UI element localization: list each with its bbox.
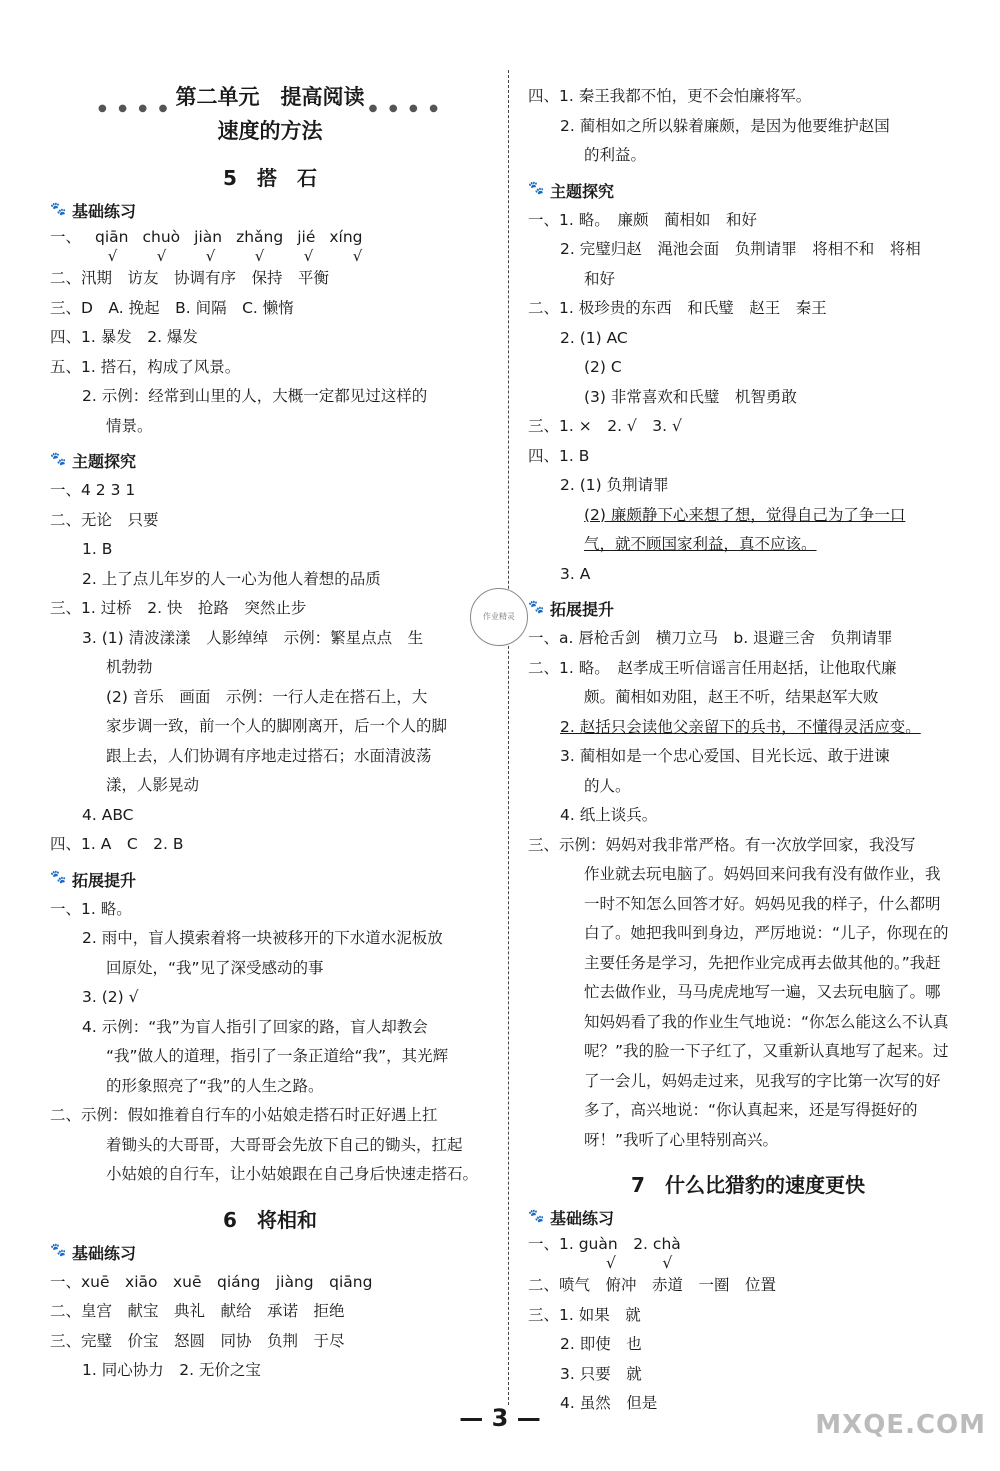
stamp-seal-icon: 作业精灵 — [470, 588, 528, 646]
answer-line: 回原处，“我”见了深受感动的事 — [106, 958, 324, 977]
answer-line: 和好 — [584, 269, 616, 288]
column-divider — [508, 70, 509, 1405]
answer-line: (2) 音乐 画面 示例：一行人走在搭石上，大 — [106, 687, 428, 706]
answer-line: 4. 示例：“我”为盲人指引了回家的路，盲人却教会 — [82, 1017, 428, 1036]
answer-line: 四、1. B — [528, 446, 590, 465]
section-heading: 🐾 主题探究 — [50, 449, 490, 472]
paw-icon — [50, 204, 68, 218]
answer-line: 着锄头的大哥哥，大哥哥会先放下自己的锄头，扛起 — [106, 1135, 463, 1154]
unit-title — [50, 80, 490, 148]
answer-line: 漾，人影晃动 — [106, 776, 200, 794]
answer-line: 家步调一致，前一个人的脚刚离开，后一个人的脚 — [106, 717, 448, 735]
answer-line: 2. 完璧归赵 渑池会面 负荆请罪 将相不和 将相 — [560, 240, 921, 258]
check-row — [50, 248, 490, 264]
answer-line: 三、D A. 挽起 B. 间隔 C. 懒惰 — [50, 298, 294, 317]
section-heading: 🐾 基础练习 — [50, 199, 490, 222]
check-mark: √ — [107, 247, 118, 265]
answer-line: 忙去做作业，马马虎虎地写一遍，又去玩电脑了。哪 — [584, 983, 941, 1001]
answer-line: 2. 雨中，盲人摸索着将一块被移开的下水道水泥板放 — [82, 929, 443, 947]
check-mark: √ — [156, 247, 167, 265]
answer-line: 三、1. 如果 就 — [528, 1305, 641, 1324]
answer-line: 2. 即使 也 — [560, 1335, 642, 1353]
answer-line: 多了，高兴地说：“你认真起来，还是写得挺好的 — [584, 1101, 918, 1119]
underlined-answer: 气，就不顾国家利益，真不应该。 — [584, 535, 817, 553]
answer-line: 三、完璧 价宝 怒圆 同协 负荆 于尽 — [50, 1331, 345, 1350]
pinyin-row: 一、1. guàn 2. chà — [528, 1235, 681, 1253]
check-mark: √ — [254, 247, 265, 265]
check-mark: √ — [303, 247, 314, 265]
answer-line: 四、1. 秦王我都不怕，更不会怕廉将军。 — [528, 87, 812, 105]
answer-line: 一、1. 略。 — [50, 899, 132, 918]
answer-line: 二、喷气 俯冲 赤道 一圈 位置 — [528, 1276, 777, 1294]
answer-line: 3. 只要 就 — [560, 1364, 642, 1383]
answer-line: 四、1. 暴发 2. 爆发 — [50, 328, 198, 346]
underlined-answer: 2. 赵括只会读他父亲留下的兵书，不懂得灵活应变。 — [560, 717, 921, 736]
answer-line: 2. 示例：经常到山里的人，大概一定都见过这样的 — [82, 387, 428, 405]
answer-line: 一、a. 唇枪舌剑 横刀立马 b. 退避三舍 负荆请罪 — [528, 629, 893, 647]
answer-line: 1. 同心协力 2. 无价之宝 — [82, 1361, 261, 1379]
answer-line: 2. 上了点儿年岁的人一心为他人着想的品质 — [82, 569, 381, 588]
answer-line: 3. (2) √ — [82, 988, 139, 1006]
answer-line: 一、4 2 3 1 — [50, 481, 136, 499]
answer-line: 1. B — [82, 540, 113, 558]
pinyin: jié — [297, 228, 316, 246]
answer-line: 颇。蔺相如劝阻，赵王不听，结果赵军大败 — [584, 688, 879, 706]
answer-line: 一、xuē xiāo xuē qiáng jiàng qiāng — [50, 1272, 373, 1291]
answer-line: 三、示例：妈妈对我非常严格。有一次放学回家，我没写 — [528, 835, 916, 854]
answer-line: 了一会儿，妈妈走过来，见我写的字比第一次写的好 — [584, 1071, 941, 1090]
answer-line: 的人。 — [584, 776, 631, 795]
pinyin: zhǎng — [236, 228, 284, 246]
left-column — [50, 80, 490, 1386]
answer-line: 的利益。 — [584, 146, 647, 164]
pinyin: qiān — [95, 228, 129, 246]
paw-icon — [50, 1245, 68, 1259]
answer-line: 二、1. 极珍贵的东西 和氏璧 赵王 秦王 — [528, 299, 827, 317]
answer-line: 2. (1) 负荆请罪 — [560, 476, 669, 494]
check-mark: √ — [352, 247, 363, 265]
answer-line: 主要任务是学习，先把作业完成再去做其他的。”我赶 — [584, 953, 941, 972]
answer-line: 知妈妈看了我的作业生气地说：“你怎么能这么不认真 — [584, 1012, 949, 1031]
answer-line: (2) C — [584, 358, 622, 376]
pinyin-row — [50, 226, 490, 248]
decor-dots-icon: ● ● ● ● — [368, 103, 442, 114]
answer-line: 情景。 — [106, 416, 153, 435]
answer-line: 3. 蔺相如是一个忠心爱国、目光长远、敢于进谏 — [560, 747, 890, 765]
answer-line: 四、1. A C 2. B — [50, 835, 184, 853]
page-number: — 3 — — [459, 1404, 541, 1432]
pinyin: xíng — [329, 228, 363, 246]
answer-line: 二、汛期 访友 协调有序 保持 平衡 — [50, 269, 330, 287]
answer-line: 呢？”我的脸一下子红了，又重新认真地写了起来。过 — [584, 1042, 949, 1060]
paw-icon — [528, 1211, 546, 1225]
answer-line: 三、1. × 2. √ 3. √ — [528, 417, 682, 435]
answer-line: 小姑娘的自行车，让小姑娘跟在自己身后快速走搭石。 — [106, 1165, 479, 1183]
section-heading: 🐾 拓展提升 — [528, 597, 968, 620]
paw-icon — [50, 454, 68, 468]
underlined-answer: (2) 廉颇静下心来想了想，觉得自己为了争一口 — [584, 505, 906, 524]
right-column — [528, 82, 968, 1419]
answer-line: 4. ABC — [82, 805, 134, 824]
answer-line: 的形象照亮了“我”的人生之路。 — [106, 1076, 324, 1095]
answer-line: 2. 蔺相如之所以躲着廉颇，是因为他要维护赵国 — [560, 116, 890, 135]
site-watermark: MXQE.COM — [815, 1410, 986, 1440]
answer-line: 三、1. 过桥 2. 快 抢路 突然止步 — [50, 599, 307, 617]
section-heading: 🐾 主题探究 — [528, 179, 968, 202]
answer-line: 4. 虽然 但是 — [560, 1394, 658, 1412]
paw-icon — [50, 872, 68, 886]
answer-line: 2. (1) AC — [560, 328, 628, 347]
answer-line: 4. 纸上谈兵。 — [560, 806, 658, 824]
answer-line: 白了。她把我叫到身边，严厉地说：“儿子，你现在的 — [584, 924, 949, 942]
decor-dots-icon: ● ● ● ● — [98, 103, 172, 114]
answer-line: 3. A — [560, 564, 591, 583]
unit-title-line2: 速度的方法 — [217, 119, 323, 143]
answer-line: 机勃勃 — [106, 658, 153, 676]
pinyin: chuò — [142, 228, 181, 246]
pinyin: jiàn — [194, 228, 223, 246]
section-heading: 🐾 拓展提升 — [50, 868, 490, 891]
answer-line: 五、1. 搭石，构成了风景。 — [50, 357, 241, 376]
section-heading: 🐾 基础练习 — [528, 1206, 968, 1229]
lesson-title: 5 搭 石 — [223, 166, 317, 190]
lesson-title: 6 将相和 — [223, 1207, 317, 1232]
answer-line: 呀！”我听了心里特别高兴。 — [584, 1130, 779, 1149]
answer-line: 二、无论 只要 — [50, 510, 159, 529]
check-row: √ √ — [606, 1254, 673, 1272]
question-label: 一、 — [50, 228, 82, 246]
unit-title-line1: 第二单元 提高阅读 — [175, 85, 365, 109]
check-mark: √ — [205, 247, 216, 265]
answer-line: 一、1. 略。 廉颇 蔺相如 和好 — [528, 210, 757, 229]
answer-line: 二、示例：假如推着自行车的小姑娘走搭石时正好遇上扛 — [50, 1106, 438, 1124]
answer-line: 3. (1) 清波漾漾 人影绰绰 示例：繁星点点 生 — [82, 628, 424, 647]
section-heading: 🐾 基础练习 — [50, 1241, 490, 1264]
answer-line: 作业就去玩电脑了。妈妈回来问我有没有做作业，我 — [584, 865, 941, 883]
answer-line: 二、1. 略。 赵孝成王听信谣言任用赵括，让他取代廉 — [528, 658, 897, 677]
answer-line: 一时不知怎么回答才好。妈妈见我的样子，什么都明 — [584, 894, 941, 913]
answer-line: 跟上去，人们协调有序地走过搭石；水面清波荡 — [106, 746, 432, 765]
answer-line: (3) 非常喜欢和氏璧 机智勇敢 — [584, 387, 797, 406]
paw-icon — [528, 602, 546, 616]
lesson-title: 7 什么比猎豹的速度更快 — [631, 1173, 865, 1197]
paw-icon — [528, 183, 546, 197]
answer-line: 二、皇宫 献宝 典礼 献给 承诺 拒绝 — [50, 1302, 345, 1320]
answer-line: “我”做人的道理，指引了一条正道给“我”，其光辉 — [106, 1047, 449, 1065]
